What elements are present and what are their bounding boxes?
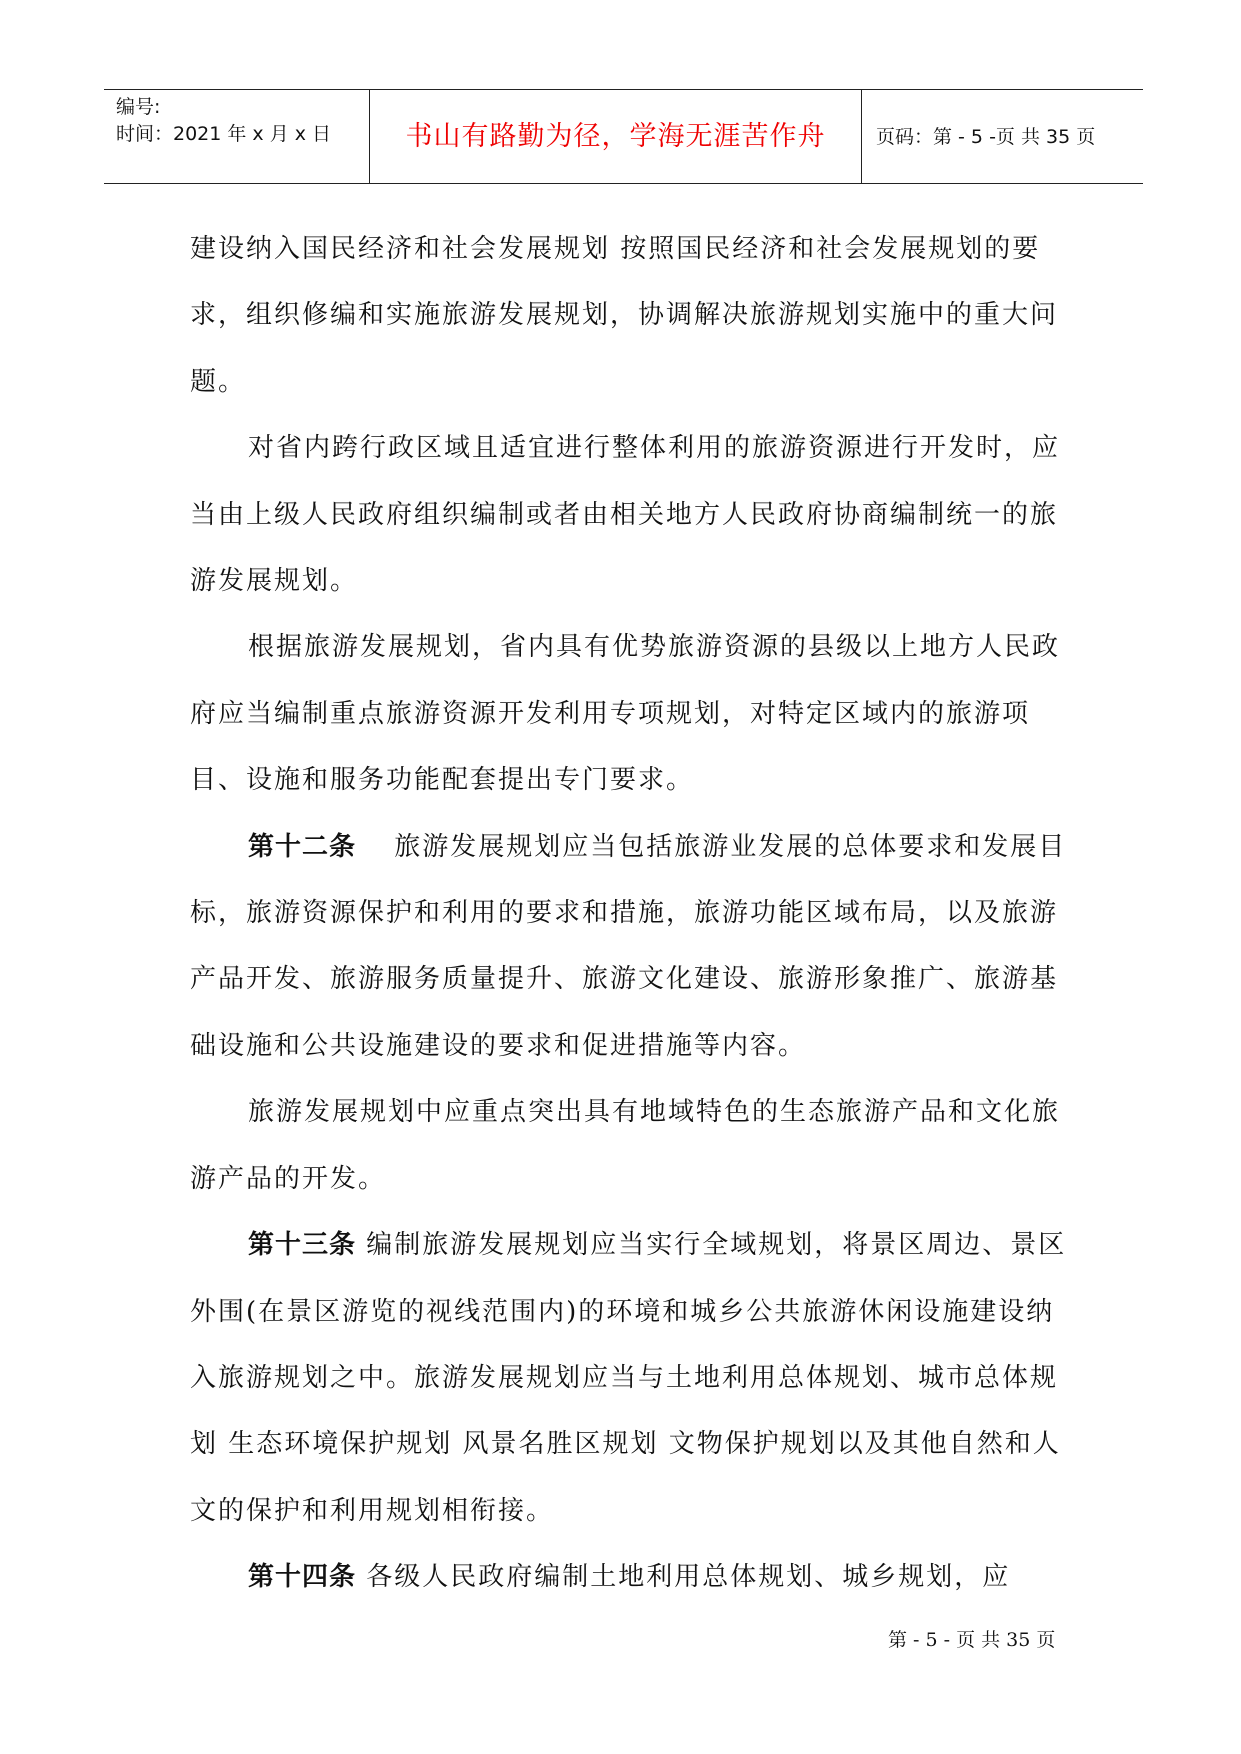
article-12-title: 第十二条	[248, 831, 357, 862]
article-12	[190, 814, 1070, 1080]
header-motto: 书山有路勤为径，学海无涯苦作舟	[405, 121, 826, 152]
article-12-text: 旅游发展规划应当包括旅游业发展的总体要求和发展目标，旅游资源保护和利用的要求和措施，旅游功能区域布局，以及旅游产品开发、旅游服务质量提升、旅游文化建设、旅游形象推广、旅游基础设施和公共设施建设的要求和促进措施等内容。	[190, 831, 1067, 1061]
article-13-title: 第十三条	[248, 1230, 357, 1261]
paragraph: 根据旅游发展规划，省内具有优势旅游资源的县级以上地方人民政府应当编制重点旅游资源开发利用专项规划，对特定区域内的旅游项目、设施和服务功能配套提出专门要求。	[190, 632, 1061, 796]
footer-page-number: 第 - 5 - 页 共 35 页	[888, 1629, 1056, 1651]
article-14-text: 各级人民政府编制土地利用总体规划、城乡规划，应	[366, 1562, 1011, 1593]
paragraph: 建设纳入国民经济和社会发展规划 按照国民经济和社会发展规划的要求，组织修编和实施旅游发展规划，协调解决旅游规划实施中的重大问题。	[190, 234, 1059, 397]
article-14-title: 第十四条	[248, 1562, 357, 1593]
paragraph: 旅游发展规划中应重点突出具有地域特色的生态旅游产品和文化旅游产品的开发。	[190, 1097, 1061, 1194]
header-divider	[861, 90, 862, 183]
date-label: 时间：2021 年 x 月 x 日	[116, 123, 332, 145]
document-body	[190, 216, 1070, 1611]
header-page-number: 页码：第 - 5 -页 共 35 页	[876, 126, 1096, 148]
serial-number-label: 编号:	[116, 96, 161, 118]
article-13-text: 编制旅游发展规划应当实行全域规划，将景区周边、景区外围(在景区游览的视线范围内)的环境和城乡公共旅游休闲设施建设纳入旅游规划之中。旅游发展规划应当与土地利用总体规划、城市总体规划 生态环境保护规划 风景名胜区规划 文物保护规划以及其他自然和人文的保护和利用规划相衔接。	[190, 1230, 1067, 1526]
header-meta	[116, 94, 331, 148]
paragraph: 对省内跨行政区域且适宜进行整体利用的旅游资源进行开发时，应当由上级人民政府组织编制或者由相关地方人民政府协商编制统一的旅游发展规划。	[190, 433, 1061, 597]
article-13	[190, 1212, 1070, 1544]
article-14	[190, 1544, 1070, 1610]
document-header	[104, 89, 1143, 184]
